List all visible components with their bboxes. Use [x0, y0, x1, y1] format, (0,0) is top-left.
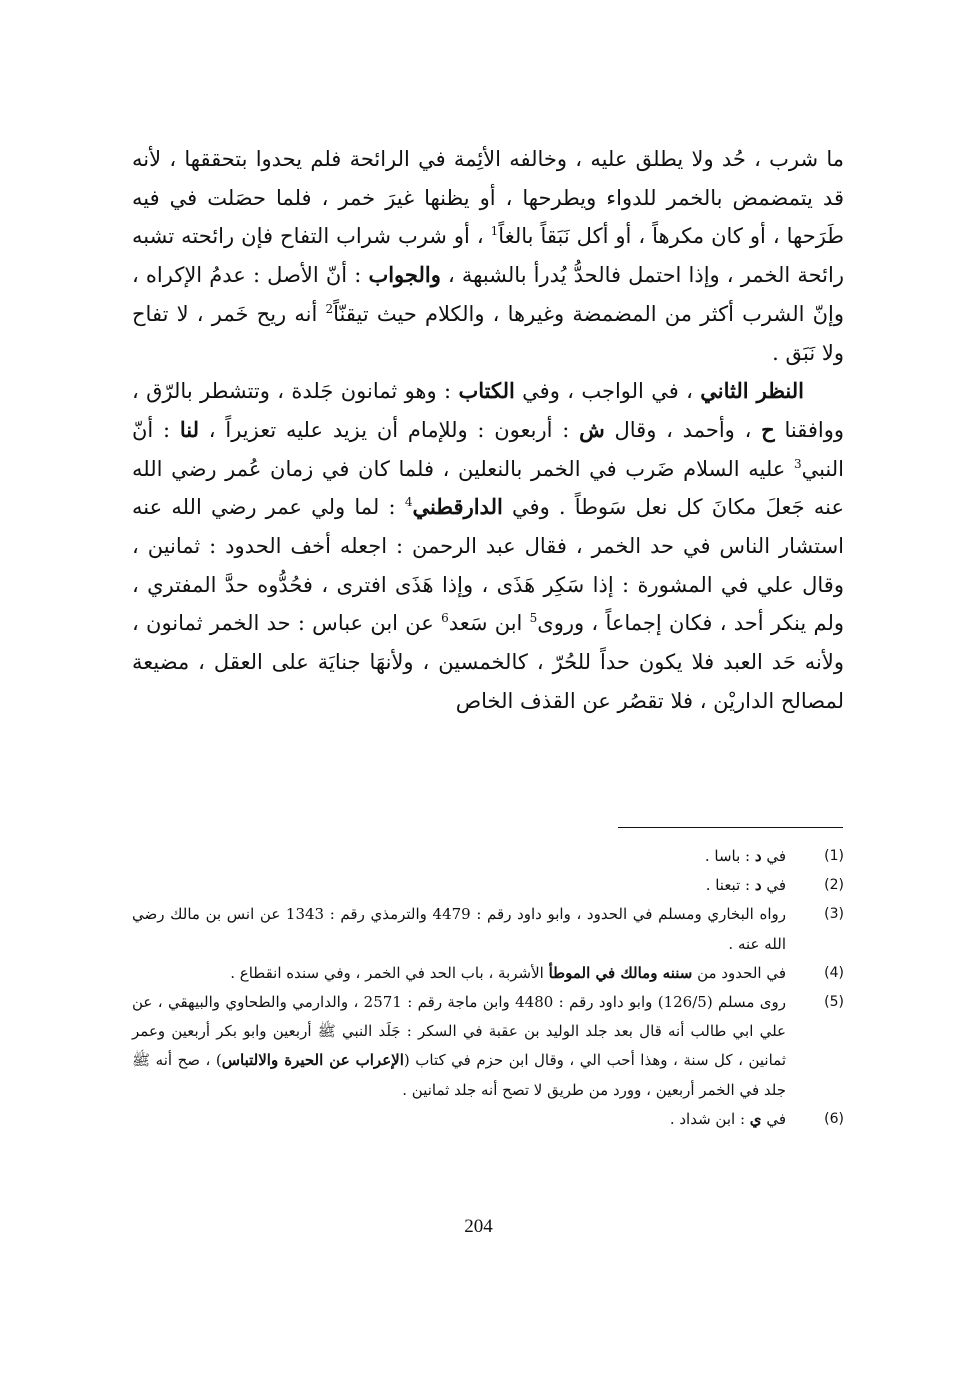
- footnote-number: (6): [824, 1110, 844, 1127]
- footnote-text-run: في: [761, 1109, 786, 1128]
- text-run: ، أو شرب شراب التفاح فإن رائحته تشبه رائحة الخمر ، وإذا احتمل فالحدُّ يُدرأ بالشبهة ،: [132, 224, 844, 288]
- footnote-text: [132, 871, 786, 900]
- footnote-text-run: روى مسلم (126/5) وابو داود رقم : 4480 وابن ماجة رقم : 2571 ، والدارمي والطحاوي والبيهقي ، عن علي ابي طالب أنه قال بعد جلد الوليد بن عقبة في السكر : جَلَد النبي ﷺ أربعين وابو بكر أربعين وعمر ثمانين ، كل سنة ، وهذا أحب الي ، وقال ابن حزم في كتاب (: [132, 993, 787, 1070]
- footnote-number: (5): [824, 994, 844, 1011]
- footnote-bold: سننه ومالك في الموطأ: [548, 963, 693, 982]
- footnote-ref-5[interactable]: 5: [529, 611, 538, 626]
- bold-term-book: الكتاب: [458, 378, 515, 404]
- footnote-text-run: رواه البخاري ومسلم في الحدود ، وابو داود رقم : 4479 والترمذي رقم : 1343 عن انس بن مالك رضي الله عنه .: [132, 905, 786, 953]
- footnote-number: (2): [824, 877, 844, 894]
- footnote-number: (3): [824, 906, 844, 923]
- footnote-bold: د: [754, 876, 762, 895]
- text-run: : أنّ الأصل : عدمُ الإكراه ، وإنّ الشرب أكثر من المضمضة وغيرها ، والكلام حيث تيقنّاً: [132, 263, 845, 326]
- page-number: 204: [464, 1216, 493, 1237]
- footnote-number: (1): [824, 848, 844, 864]
- footnote-text-run: في الحدود من: [692, 963, 786, 982]
- paragraph-2: [132, 372, 844, 720]
- footnote-text: [132, 959, 786, 988]
- bold-term-answer: والجواب: [368, 262, 441, 288]
- footnote-ref-2[interactable]: 2: [325, 301, 334, 316]
- footnote-number: (4): [824, 964, 844, 981]
- footnote-item: [132, 842, 844, 871]
- footnote-ref-3[interactable]: 3: [793, 456, 802, 471]
- text-run: ، في الواجب ، وفي: [514, 379, 701, 404]
- text-run: أنه ريح خَمر ، لا تفاح ولا نَبَق .: [132, 301, 844, 365]
- footnote-text-run: : باسا .: [704, 847, 755, 865]
- text-run: ، وأحمد ، وقال: [604, 417, 762, 442]
- footnote-ref-4[interactable]: 4: [404, 495, 413, 510]
- footnotes: [132, 842, 844, 1134]
- footnote-text: [132, 988, 786, 1105]
- footnote-text: [132, 1105, 786, 1134]
- paragraph-1: [132, 140, 844, 372]
- footnote-item: [132, 900, 844, 958]
- text-run: : لما ولي عمر رضي الله عنه استشار الناس في حد الخمر ، فقال عبد الرحمن : اجعله أخف الحدود : ثمانين ، وقال علي في المشورة : إذا سَكِر هَذَى ، وإذا هَذَى افترى ، فحُدُّوه حدَّ المفتري ، ولم ينكر أحد ، فكان إجماعاً ، وروى: [132, 495, 845, 636]
- text-run: عن ابن عباس : حد الخمر ثمانون ، ولأنه حَد العبد فلا يكون حداً للحُرّ ، كالخمسين ، ولأنهَا جنايَة على العقل ، مضيعة لمصالح الداريْن ، فلا تقصُر عن القذف الخاص: [132, 611, 844, 713]
- footnote-text-run: ) ، صح أنه ﷺ جلد في الخمر أربعين ، وورد من طريق لا تصح أنه جلد ثمانين .: [132, 1051, 786, 1099]
- text-run: ابن سَعد: [448, 611, 530, 636]
- footnote-text-run: : ابن شداد .: [669, 1109, 750, 1128]
- section-heading: النظر الثاني: [700, 378, 804, 404]
- footnote-text: [132, 842, 786, 871]
- footnote-bold: د: [754, 847, 762, 865]
- footnote-text-run: الأشربة ، باب الحد في الخمر ، وفي سنده انقطاع .: [230, 963, 549, 982]
- footnote-item: [132, 988, 844, 1105]
- footnote-bold: ي: [749, 1109, 762, 1128]
- footnote-item: [132, 1105, 844, 1134]
- text-run: عليه السلام ضَرب في الخمر بالنعلين ، فلما كان في زمان عُمر رضي الله عنه جَعلَ مكانَ كل نعل سَوطاً . وفي: [132, 456, 844, 520]
- footnote-item: [132, 959, 844, 988]
- footnote-ref-6[interactable]: 6: [441, 611, 449, 626]
- footnote-text: [132, 900, 786, 958]
- text-run: : أنّ النبي: [132, 417, 844, 481]
- footnote-ref-1[interactable]: 1: [490, 224, 499, 239]
- footnote-item: [132, 871, 844, 900]
- bold-abbrev-sh: ش: [579, 416, 605, 442]
- bold-term-daraqutni: الدارقطني: [412, 494, 503, 520]
- text-run: : أربعون : وللإمام أن يزيد عليه تعزيراً ،: [199, 417, 580, 442]
- main-text: [132, 140, 844, 721]
- text-run: : وهو ثمانون جَلدة ، وتتشطر بالرّق ، ووافقنا: [132, 379, 844, 442]
- footnote-text-run: في: [761, 876, 786, 895]
- footnote-bold: الإعراب عن الحيرة والالتباس: [221, 1051, 404, 1070]
- bold-term-lana: لنا: [179, 416, 200, 442]
- footnote-divider: [618, 827, 843, 828]
- footnote-text-run: : تبعنا .: [705, 876, 755, 895]
- footnote-text-run: في: [761, 847, 786, 865]
- bold-abbrev-h: ح: [761, 416, 775, 442]
- text-run: ما شرب ، حُد ولا يطلق عليه ، وخالفه الأئِمة في الرائحة فلم يحدوا بتحققها ، لأنه قد يتمضمض بالخمر للدواء ويطرحها ، أو يظنها غيرَ خمر ، فلما حصَلت في فيه طَرَحها ، أو كان مكرهاً ، أو أكل نَبَقاً بالغاً: [132, 147, 845, 249]
